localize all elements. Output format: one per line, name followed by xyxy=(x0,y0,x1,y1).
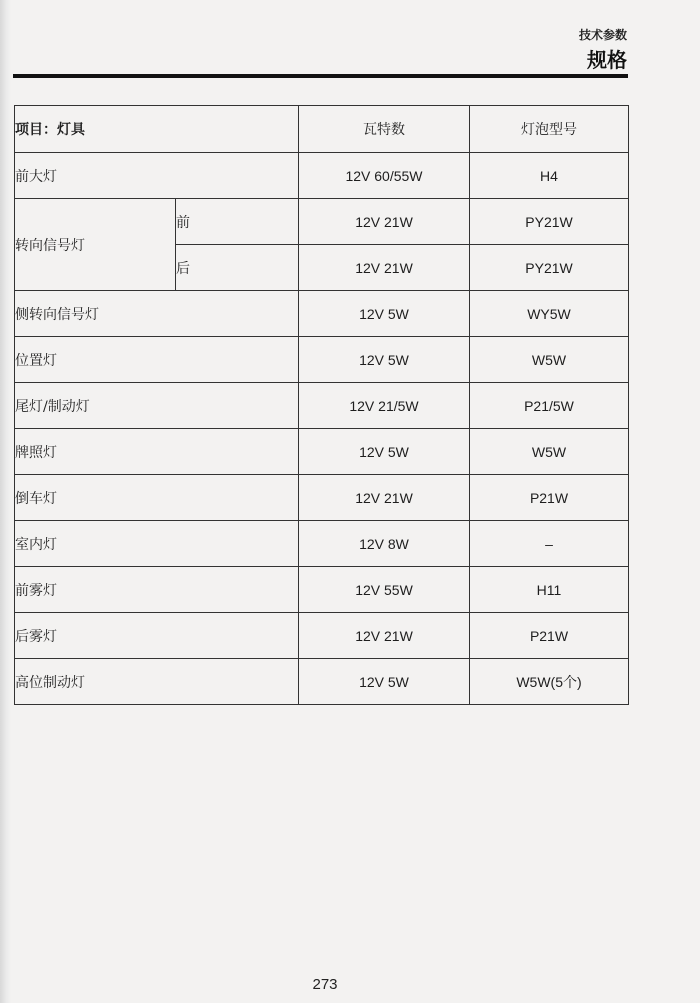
row-item: 转向信号灯 xyxy=(15,199,176,291)
row-bulb: PY21W xyxy=(470,245,629,291)
row-wattage: 12V 21W xyxy=(299,199,470,245)
row-wattage: 12V 21W xyxy=(299,475,470,521)
row-item: 前雾灯 xyxy=(15,567,299,613)
row-bulb: WY5W xyxy=(470,291,629,337)
row-wattage: 12V 5W xyxy=(299,429,470,475)
table-row xyxy=(15,199,629,245)
section-title: 技术参数 xyxy=(578,28,627,42)
table-row xyxy=(15,521,629,567)
row-item: 倒车灯 xyxy=(15,475,299,521)
table-row xyxy=(15,153,629,199)
row-bulb: P21/5W xyxy=(470,383,629,429)
row-wattage: 12V 5W xyxy=(299,337,470,383)
row-bulb: P21W xyxy=(470,613,629,659)
chapter-title: 规格 xyxy=(587,48,627,72)
row-bulb: W5W xyxy=(470,337,629,383)
row-bulb: P21W xyxy=(470,475,629,521)
table-row xyxy=(15,383,629,429)
row-item: 室内灯 xyxy=(15,521,299,567)
row-wattage: 12V 21W xyxy=(299,613,470,659)
row-bulb: PY21W xyxy=(470,199,629,245)
header-rule xyxy=(13,74,628,78)
row-item: 后雾灯 xyxy=(15,613,299,659)
book-spine-shadow xyxy=(0,0,11,1003)
table-row xyxy=(15,337,629,383)
row-bulb: H4 xyxy=(470,153,629,199)
row-wattage: 12V 5W xyxy=(299,291,470,337)
row-item: 尾灯/制动灯 xyxy=(15,383,299,429)
table-row xyxy=(15,291,629,337)
row-wattage: 12V 21W xyxy=(299,245,470,291)
header-wattage: 瓦特数 xyxy=(299,106,470,153)
row-bulb: – xyxy=(470,521,629,567)
row-wattage: 12V 55W xyxy=(299,567,470,613)
table-header-row xyxy=(15,106,629,153)
bulb-spec-table xyxy=(14,105,629,705)
row-bulb: H11 xyxy=(470,567,629,613)
header-item: 项目：灯具 xyxy=(15,106,299,153)
row-item: 前大灯 xyxy=(15,153,299,199)
row-item: 牌照灯 xyxy=(15,429,299,475)
page-number: 273 xyxy=(312,976,338,993)
row-position: 前 xyxy=(176,199,299,245)
row-wattage: 12V 21/5W xyxy=(299,383,470,429)
header-bulb: 灯泡型号 xyxy=(470,106,629,153)
table-row xyxy=(15,429,629,475)
table-row xyxy=(15,567,629,613)
row-bulb: W5W xyxy=(470,429,629,475)
table-row xyxy=(15,475,629,521)
row-item: 侧转向信号灯 xyxy=(15,291,299,337)
table-row xyxy=(15,659,629,705)
row-wattage: 12V 5W xyxy=(299,659,470,705)
row-wattage: 12V 8W xyxy=(299,521,470,567)
row-position: 后 xyxy=(176,245,299,291)
row-item: 高位制动灯 xyxy=(15,659,299,705)
row-bulb: W5W(5个) xyxy=(470,659,629,705)
row-wattage: 12V 60/55W xyxy=(299,153,470,199)
row-item: 位置灯 xyxy=(15,337,299,383)
table-row xyxy=(15,613,629,659)
